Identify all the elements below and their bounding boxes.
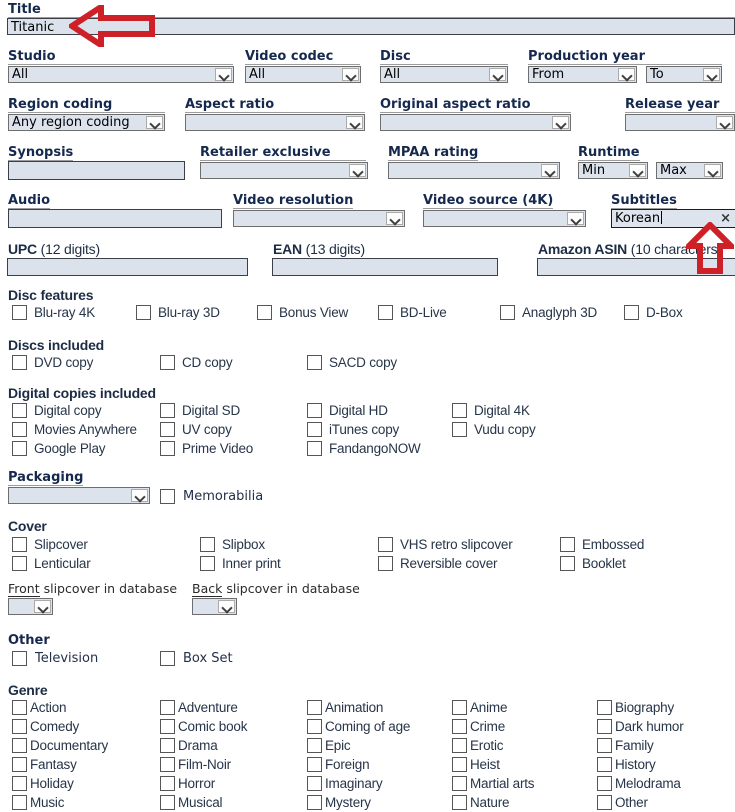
synopsis-input[interactable] bbox=[8, 161, 185, 180]
checkbox-item-cd-copy[interactable] bbox=[160, 355, 232, 370]
checkbox-item-mystery[interactable] bbox=[307, 795, 371, 810]
checkbox-label: BD-Live bbox=[400, 305, 447, 320]
chevron-down-icon bbox=[215, 68, 232, 81]
chevron-down-icon bbox=[146, 116, 163, 129]
checkbox-label: Adventure bbox=[178, 700, 238, 715]
checkbox-label: History bbox=[615, 757, 656, 772]
chevron-down-icon bbox=[703, 68, 720, 81]
checkbox-label: Television bbox=[35, 651, 99, 666]
production-year-from-select[interactable] bbox=[528, 66, 637, 83]
checkbox-item-documentary[interactable] bbox=[12, 738, 108, 753]
chevron-down-icon bbox=[346, 116, 363, 129]
amazon-asin-label-note: (10 characters) bbox=[627, 241, 722, 257]
checkbox-label: Film-Noir bbox=[178, 757, 231, 772]
checkbox-label: SACD copy bbox=[329, 355, 397, 370]
blu-ray-4k-checkbox[interactable] bbox=[12, 305, 27, 320]
checkbox-item-vudu-copy[interactable] bbox=[452, 422, 536, 437]
checkbox-label: FandangoNOW bbox=[329, 441, 421, 456]
reversible-cover-checkbox[interactable] bbox=[378, 556, 393, 571]
checkbox-label: Slipcover bbox=[34, 537, 88, 552]
checkbox-label: Digital HD bbox=[329, 403, 388, 418]
anaglyph-3d-checkbox[interactable] bbox=[500, 305, 515, 320]
audio-label: Audio bbox=[8, 193, 51, 208]
chevron-down-icon bbox=[629, 164, 646, 177]
checkbox-label: Documentary bbox=[30, 738, 109, 753]
bd-live-checkbox[interactable] bbox=[378, 305, 393, 320]
checkbox-label: Memorabilia bbox=[183, 489, 264, 504]
holiday-checkbox[interactable] bbox=[12, 776, 27, 791]
checkbox-label: Digital 4K bbox=[474, 403, 530, 418]
studio-label: Studio bbox=[8, 49, 233, 65]
retailer-exclusive-label: Retailer exclusive bbox=[200, 145, 366, 161]
checkbox-label: Martial arts bbox=[470, 776, 535, 791]
checkbox-label: Prime Video bbox=[182, 441, 254, 456]
vhs-retro-slipcover-checkbox[interactable] bbox=[378, 537, 393, 552]
checkbox-label: CD copy bbox=[182, 355, 233, 370]
audio-input[interactable] bbox=[8, 209, 222, 228]
checkbox-item-d-box[interactable] bbox=[624, 305, 683, 320]
discs-included-title: Discs included bbox=[8, 337, 105, 353]
inner-print-checkbox[interactable] bbox=[200, 556, 215, 571]
title-input[interactable]: Titanic bbox=[7, 18, 735, 35]
checkbox-label: Crime bbox=[470, 719, 505, 734]
checkbox-item-fandangonow[interactable] bbox=[307, 441, 421, 456]
uv-copy-checkbox[interactable] bbox=[160, 422, 175, 437]
checkbox-label: Action bbox=[30, 700, 67, 715]
checkbox-label: Erotic bbox=[470, 738, 504, 753]
disc-select-value: All bbox=[384, 67, 401, 82]
checkbox-label: Digital SD bbox=[182, 403, 241, 418]
checkbox-item-google-play[interactable] bbox=[12, 441, 105, 456]
checkbox-label: Slipbox bbox=[222, 537, 265, 552]
chevron-down-icon bbox=[218, 600, 235, 613]
prime-video-checkbox[interactable] bbox=[160, 441, 175, 456]
epic-checkbox[interactable] bbox=[307, 738, 322, 753]
cover-title: Cover bbox=[8, 518, 47, 534]
checkbox-item-lenticular[interactable] bbox=[12, 556, 91, 571]
video-codec-select-value: All bbox=[249, 67, 266, 82]
checkbox-label: Imaginary bbox=[325, 776, 383, 791]
retailer-exclusive-select[interactable] bbox=[200, 162, 368, 179]
digital-hd-checkbox[interactable] bbox=[307, 403, 322, 418]
comic-book-checkbox[interactable] bbox=[160, 719, 175, 734]
box-set-checkbox[interactable] bbox=[160, 651, 175, 666]
checkbox-label: D-Box bbox=[646, 305, 683, 320]
release-year-label: Release year bbox=[625, 97, 735, 113]
checkbox-item-crime[interactable] bbox=[452, 719, 505, 734]
checkbox-label: iTunes copy bbox=[329, 422, 400, 437]
checkbox-item-slipcover[interactable] bbox=[12, 537, 88, 552]
checkbox-item-comedy[interactable] bbox=[12, 719, 79, 734]
digital-sd-checkbox[interactable] bbox=[160, 403, 175, 418]
checkbox-item-itunes-copy[interactable] bbox=[307, 422, 399, 437]
checkbox-label: Musical bbox=[178, 795, 223, 810]
checkbox-item-comic-book[interactable] bbox=[160, 719, 247, 734]
music-checkbox[interactable] bbox=[12, 795, 27, 810]
checkbox-item-television[interactable] bbox=[12, 651, 98, 666]
nature-checkbox[interactable] bbox=[452, 795, 467, 810]
other-checkbox[interactable] bbox=[597, 795, 612, 810]
fantasy-checkbox[interactable] bbox=[12, 757, 27, 772]
heist-checkbox[interactable] bbox=[452, 757, 467, 772]
checkbox-label: Blu-ray 4K bbox=[34, 305, 96, 320]
checkbox-label: Vudu copy bbox=[474, 422, 536, 437]
runtime-max-value: Max bbox=[660, 163, 687, 178]
genre-title: Genre bbox=[8, 682, 48, 698]
checkbox-label: Anime bbox=[470, 700, 508, 715]
checkbox-item-bd-live[interactable] bbox=[378, 305, 447, 320]
checkbox-item-uv-copy[interactable] bbox=[160, 422, 232, 437]
checkbox-item-fantasy[interactable] bbox=[12, 757, 77, 772]
television-checkbox[interactable] bbox=[12, 651, 27, 666]
checkbox-item-sacd-copy[interactable] bbox=[307, 355, 397, 370]
checkbox-label: DVD copy bbox=[34, 355, 94, 370]
checkbox-item-heist[interactable] bbox=[452, 757, 500, 772]
checkbox-item-reversible-cover[interactable] bbox=[378, 556, 497, 571]
runtime-max-select[interactable] bbox=[656, 162, 723, 179]
documentary-checkbox[interactable] bbox=[12, 738, 27, 753]
checkbox-item-dark-humor[interactable] bbox=[597, 719, 684, 734]
checkbox-label: Biography bbox=[615, 700, 674, 715]
checkbox-label: Inner print bbox=[222, 556, 281, 571]
memorabilia-checkbox[interactable] bbox=[160, 489, 175, 504]
adventure-checkbox[interactable] bbox=[160, 700, 175, 715]
checkbox-label: Anaglyph 3D bbox=[522, 305, 598, 320]
drama-checkbox[interactable] bbox=[160, 738, 175, 753]
studio-select[interactable] bbox=[8, 66, 234, 83]
vudu-copy-checkbox[interactable] bbox=[452, 422, 467, 437]
checkbox-item-anime[interactable] bbox=[452, 700, 507, 715]
checkbox-item-imaginary[interactable] bbox=[307, 776, 382, 791]
checkbox-item-melodrama[interactable] bbox=[597, 776, 681, 791]
checkbox-item-horror[interactable] bbox=[160, 776, 215, 791]
erotic-checkbox[interactable] bbox=[452, 738, 467, 753]
production-year-to-select[interactable] bbox=[646, 66, 722, 83]
film-noir-checkbox[interactable] bbox=[160, 757, 175, 772]
mystery-checkbox[interactable] bbox=[307, 795, 322, 810]
lenticular-checkbox[interactable] bbox=[12, 556, 27, 571]
chevron-down-icon bbox=[618, 68, 635, 81]
checkbox-label: Animation bbox=[325, 700, 384, 715]
checkbox-item-drama[interactable] bbox=[160, 738, 218, 753]
original-aspect-ratio-label: Original aspect ratio bbox=[380, 97, 571, 113]
subtitles-input[interactable] bbox=[611, 209, 735, 228]
melodrama-checkbox[interactable] bbox=[597, 776, 612, 791]
checkbox-item-blu-ray-3d[interactable] bbox=[136, 305, 220, 320]
disc-label: Disc bbox=[380, 49, 508, 65]
slipcover-checkbox[interactable] bbox=[12, 537, 27, 552]
aspect-ratio-label: Aspect ratio bbox=[185, 97, 365, 113]
packaging-select[interactable] bbox=[8, 487, 150, 504]
checkbox-item-martial-arts[interactable] bbox=[452, 776, 534, 791]
video-source-4k-label: Video source (4K) bbox=[423, 193, 554, 208]
digital-copies-included-title: Digital copies included bbox=[8, 385, 156, 401]
checkbox-label: VHS retro slipcover bbox=[400, 537, 513, 552]
checkbox-item-prime-video[interactable] bbox=[160, 441, 253, 456]
checkbox-item-other[interactable] bbox=[597, 795, 648, 810]
checkbox-item-inner-print[interactable] bbox=[200, 556, 281, 571]
checkbox-label: Embossed bbox=[582, 537, 645, 552]
mpaa-rating-label: MPAA rating bbox=[388, 145, 479, 160]
studio-select-value: All bbox=[12, 67, 29, 82]
text-caret bbox=[661, 211, 662, 224]
production-year-from-value: From bbox=[532, 67, 565, 82]
comedy-checkbox[interactable] bbox=[12, 719, 27, 734]
back-slipcover-label-rest: slipcover in database bbox=[222, 581, 360, 596]
checkbox-item-film-noir[interactable] bbox=[160, 757, 231, 772]
other-title: Other bbox=[8, 633, 50, 648]
dark-humor-checkbox[interactable] bbox=[597, 719, 612, 734]
checkbox-item-box-set[interactable] bbox=[160, 651, 233, 666]
upc-label-note: (12 digits) bbox=[36, 241, 100, 257]
video-source-4k-select[interactable] bbox=[423, 210, 586, 227]
chevron-down-icon bbox=[567, 212, 584, 225]
aspect-ratio-select[interactable] bbox=[185, 114, 365, 131]
blu-ray-3d-checkbox[interactable] bbox=[136, 305, 151, 320]
martial-arts-checkbox[interactable] bbox=[452, 776, 467, 791]
checkbox-item-family[interactable] bbox=[597, 738, 654, 753]
checkbox-label: Mystery bbox=[325, 795, 371, 810]
upc-label bbox=[8, 241, 100, 257]
chevron-down-icon bbox=[131, 489, 148, 502]
runtime-min-value: Min bbox=[582, 163, 606, 178]
action-checkbox[interactable] bbox=[12, 700, 27, 715]
checkbox-label: Blu-ray 3D bbox=[158, 305, 220, 320]
checkbox-label: Music bbox=[30, 795, 65, 810]
checkbox-label: Other bbox=[615, 795, 648, 810]
packaging-label: Packaging bbox=[8, 470, 84, 485]
ean-label bbox=[273, 241, 365, 257]
video-resolution-select[interactable] bbox=[233, 210, 405, 227]
front-slipcover-link[interactable]: Front bbox=[8, 581, 40, 596]
embossed-checkbox[interactable] bbox=[560, 537, 575, 552]
dvd-copy-checkbox[interactable] bbox=[12, 355, 27, 370]
checkbox-item-vhs-retro-slipcover[interactable] bbox=[378, 537, 513, 552]
video-codec-label: Video codec bbox=[245, 49, 360, 65]
clear-icon[interactable]: × bbox=[720, 211, 731, 226]
ean-label-note: (13 digits) bbox=[301, 241, 365, 257]
musical-checkbox[interactable] bbox=[160, 795, 175, 810]
checkbox-item-memorabilia[interactable] bbox=[160, 489, 263, 504]
chevron-down-icon bbox=[552, 116, 569, 129]
checkbox-item-dvd-copy[interactable] bbox=[12, 355, 93, 370]
checkbox-item-biography[interactable] bbox=[597, 700, 674, 715]
front-slipcover-label bbox=[8, 581, 177, 596]
checkbox-item-blu-ray-4k[interactable] bbox=[12, 305, 95, 320]
foreign-checkbox[interactable] bbox=[307, 757, 322, 772]
checkbox-item-music[interactable] bbox=[12, 795, 64, 810]
front-slipcover-select[interactable] bbox=[8, 598, 53, 615]
checkbox-label: Drama bbox=[178, 738, 218, 753]
checkbox-item-adventure[interactable] bbox=[160, 700, 238, 715]
biography-checkbox[interactable] bbox=[597, 700, 612, 715]
mpaa-rating-select[interactable] bbox=[388, 162, 560, 179]
checkbox-item-nature[interactable] bbox=[452, 795, 509, 810]
release-year-select[interactable] bbox=[625, 114, 735, 131]
chevron-down-icon bbox=[386, 212, 403, 225]
synopsis-label: Synopsis bbox=[8, 145, 74, 160]
subtitles-input-value: Korean bbox=[615, 211, 661, 226]
checkbox-label: Epic bbox=[325, 738, 351, 753]
production-year-to-value: To bbox=[650, 67, 664, 82]
checkbox-label: Dark humor bbox=[615, 719, 684, 734]
runtime-min-select[interactable] bbox=[578, 162, 648, 179]
checkbox-label: Lenticular bbox=[34, 556, 91, 571]
checkbox-item-anaglyph-3d[interactable] bbox=[500, 305, 597, 320]
cd-copy-checkbox[interactable] bbox=[160, 355, 175, 370]
chevron-down-icon bbox=[541, 164, 558, 177]
chevron-down-icon bbox=[489, 68, 506, 81]
movies-anywhere-checkbox[interactable] bbox=[12, 422, 27, 437]
amazon-asin-input[interactable] bbox=[537, 258, 735, 276]
checkbox-item-erotic[interactable] bbox=[452, 738, 503, 753]
checkbox-label: Nature bbox=[470, 795, 510, 810]
digital-copy-checkbox[interactable] bbox=[12, 403, 27, 418]
checkbox-item-musical[interactable] bbox=[160, 795, 222, 810]
imaginary-checkbox[interactable] bbox=[307, 776, 322, 791]
sacd-copy-checkbox[interactable] bbox=[307, 355, 322, 370]
digital-4k-checkbox[interactable] bbox=[452, 403, 467, 418]
ean-input[interactable] bbox=[272, 258, 498, 276]
checkbox-label: Coming of age bbox=[325, 719, 411, 734]
bonus-view-checkbox[interactable] bbox=[257, 305, 272, 320]
checkbox-item-foreign[interactable] bbox=[307, 757, 369, 772]
checkbox-label: Bonus View bbox=[279, 305, 349, 320]
title-label: Title bbox=[8, 2, 735, 18]
checkbox-label: Comedy bbox=[30, 719, 80, 734]
crime-checkbox[interactable] bbox=[452, 719, 467, 734]
checkbox-item-digital-hd[interactable] bbox=[307, 403, 388, 418]
original-aspect-ratio-select[interactable] bbox=[380, 114, 571, 131]
itunes-copy-checkbox[interactable] bbox=[307, 422, 322, 437]
chevron-down-icon bbox=[34, 600, 51, 613]
checkbox-label: Horror bbox=[178, 776, 216, 791]
checkbox-label: Box Set bbox=[183, 651, 233, 666]
checkbox-label: Family bbox=[615, 738, 654, 753]
checkbox-label: Booklet bbox=[582, 556, 626, 571]
video-codec-select[interactable] bbox=[245, 66, 361, 83]
checkbox-item-animation[interactable] bbox=[307, 700, 383, 715]
fandangonow-checkbox[interactable] bbox=[307, 441, 322, 456]
chevron-down-icon bbox=[349, 164, 366, 177]
amazon-asin-label bbox=[538, 241, 722, 257]
chevron-down-icon bbox=[704, 164, 721, 177]
checkbox-item-coming-of-age[interactable] bbox=[307, 719, 410, 734]
region-coding-select-value: Any region coding bbox=[12, 115, 130, 130]
checkbox-item-booklet[interactable] bbox=[560, 556, 626, 571]
anime-checkbox[interactable] bbox=[452, 700, 467, 715]
region-coding-label: Region coding bbox=[8, 97, 165, 113]
checkbox-item-bonus-view[interactable] bbox=[257, 305, 348, 320]
checkbox-label: Holiday bbox=[30, 776, 74, 791]
checkbox-item-digital-copy[interactable] bbox=[12, 403, 101, 418]
chevron-down-icon bbox=[342, 68, 359, 81]
google-play-checkbox[interactable] bbox=[12, 441, 27, 456]
checkbox-item-embossed[interactable] bbox=[560, 537, 644, 552]
checkbox-item-digital-sd[interactable] bbox=[160, 403, 240, 418]
checkbox-item-epic[interactable] bbox=[307, 738, 350, 753]
ean-label-bold: EAN bbox=[273, 241, 302, 257]
checkbox-item-action[interactable] bbox=[12, 700, 66, 715]
animation-checkbox[interactable] bbox=[307, 700, 322, 715]
checkbox-item-slipbox[interactable] bbox=[200, 537, 265, 552]
amazon-asin-label-bold: Amazon ASIN bbox=[538, 241, 628, 257]
checkbox-label: Reversible cover bbox=[400, 556, 498, 571]
checkbox-item-history[interactable] bbox=[597, 757, 656, 772]
coming-of-age-checkbox[interactable] bbox=[307, 719, 322, 734]
checkbox-item-digital-4k[interactable] bbox=[452, 403, 530, 418]
subtitles-label: Subtitles bbox=[611, 193, 677, 208]
slipbox-checkbox[interactable] bbox=[200, 537, 215, 552]
checkbox-label: Comic book bbox=[178, 719, 248, 734]
checkbox-item-movies-anywhere[interactable] bbox=[12, 422, 137, 437]
history-checkbox[interactable] bbox=[597, 757, 612, 772]
chevron-down-icon bbox=[716, 116, 733, 129]
checkbox-item-holiday[interactable] bbox=[12, 776, 74, 791]
checkbox-label: Google Play bbox=[34, 441, 106, 456]
checkbox-label: Fantasy bbox=[30, 757, 77, 772]
checkbox-label: UV copy bbox=[182, 422, 232, 437]
region-coding-select[interactable] bbox=[8, 114, 165, 131]
checkbox-label: Melodrama bbox=[615, 776, 681, 791]
front-slipcover-label-rest: slipcover in database bbox=[39, 581, 178, 596]
production-year-label: Production year bbox=[528, 49, 722, 65]
booklet-checkbox[interactable] bbox=[560, 556, 575, 571]
checkbox-label: Digital copy bbox=[34, 403, 102, 418]
runtime-label: Runtime bbox=[578, 145, 640, 160]
video-resolution-label: Video resolution bbox=[233, 193, 354, 208]
back-slipcover-link[interactable]: Back bbox=[192, 581, 223, 596]
checkbox-label: Movies Anywhere bbox=[34, 422, 137, 437]
checkbox-label: Heist bbox=[470, 757, 500, 772]
disc-select[interactable] bbox=[380, 66, 508, 83]
back-slipcover-select[interactable] bbox=[192, 598, 237, 615]
upc-label-bold: UPC bbox=[8, 241, 37, 257]
horror-checkbox[interactable] bbox=[160, 776, 175, 791]
d-box-checkbox[interactable] bbox=[624, 305, 639, 320]
checkbox-label: Foreign bbox=[325, 757, 370, 772]
back-slipcover-label bbox=[192, 581, 360, 596]
upc-input[interactable] bbox=[7, 258, 248, 276]
disc-features-title: Disc features bbox=[8, 287, 94, 303]
family-checkbox[interactable] bbox=[597, 738, 612, 753]
